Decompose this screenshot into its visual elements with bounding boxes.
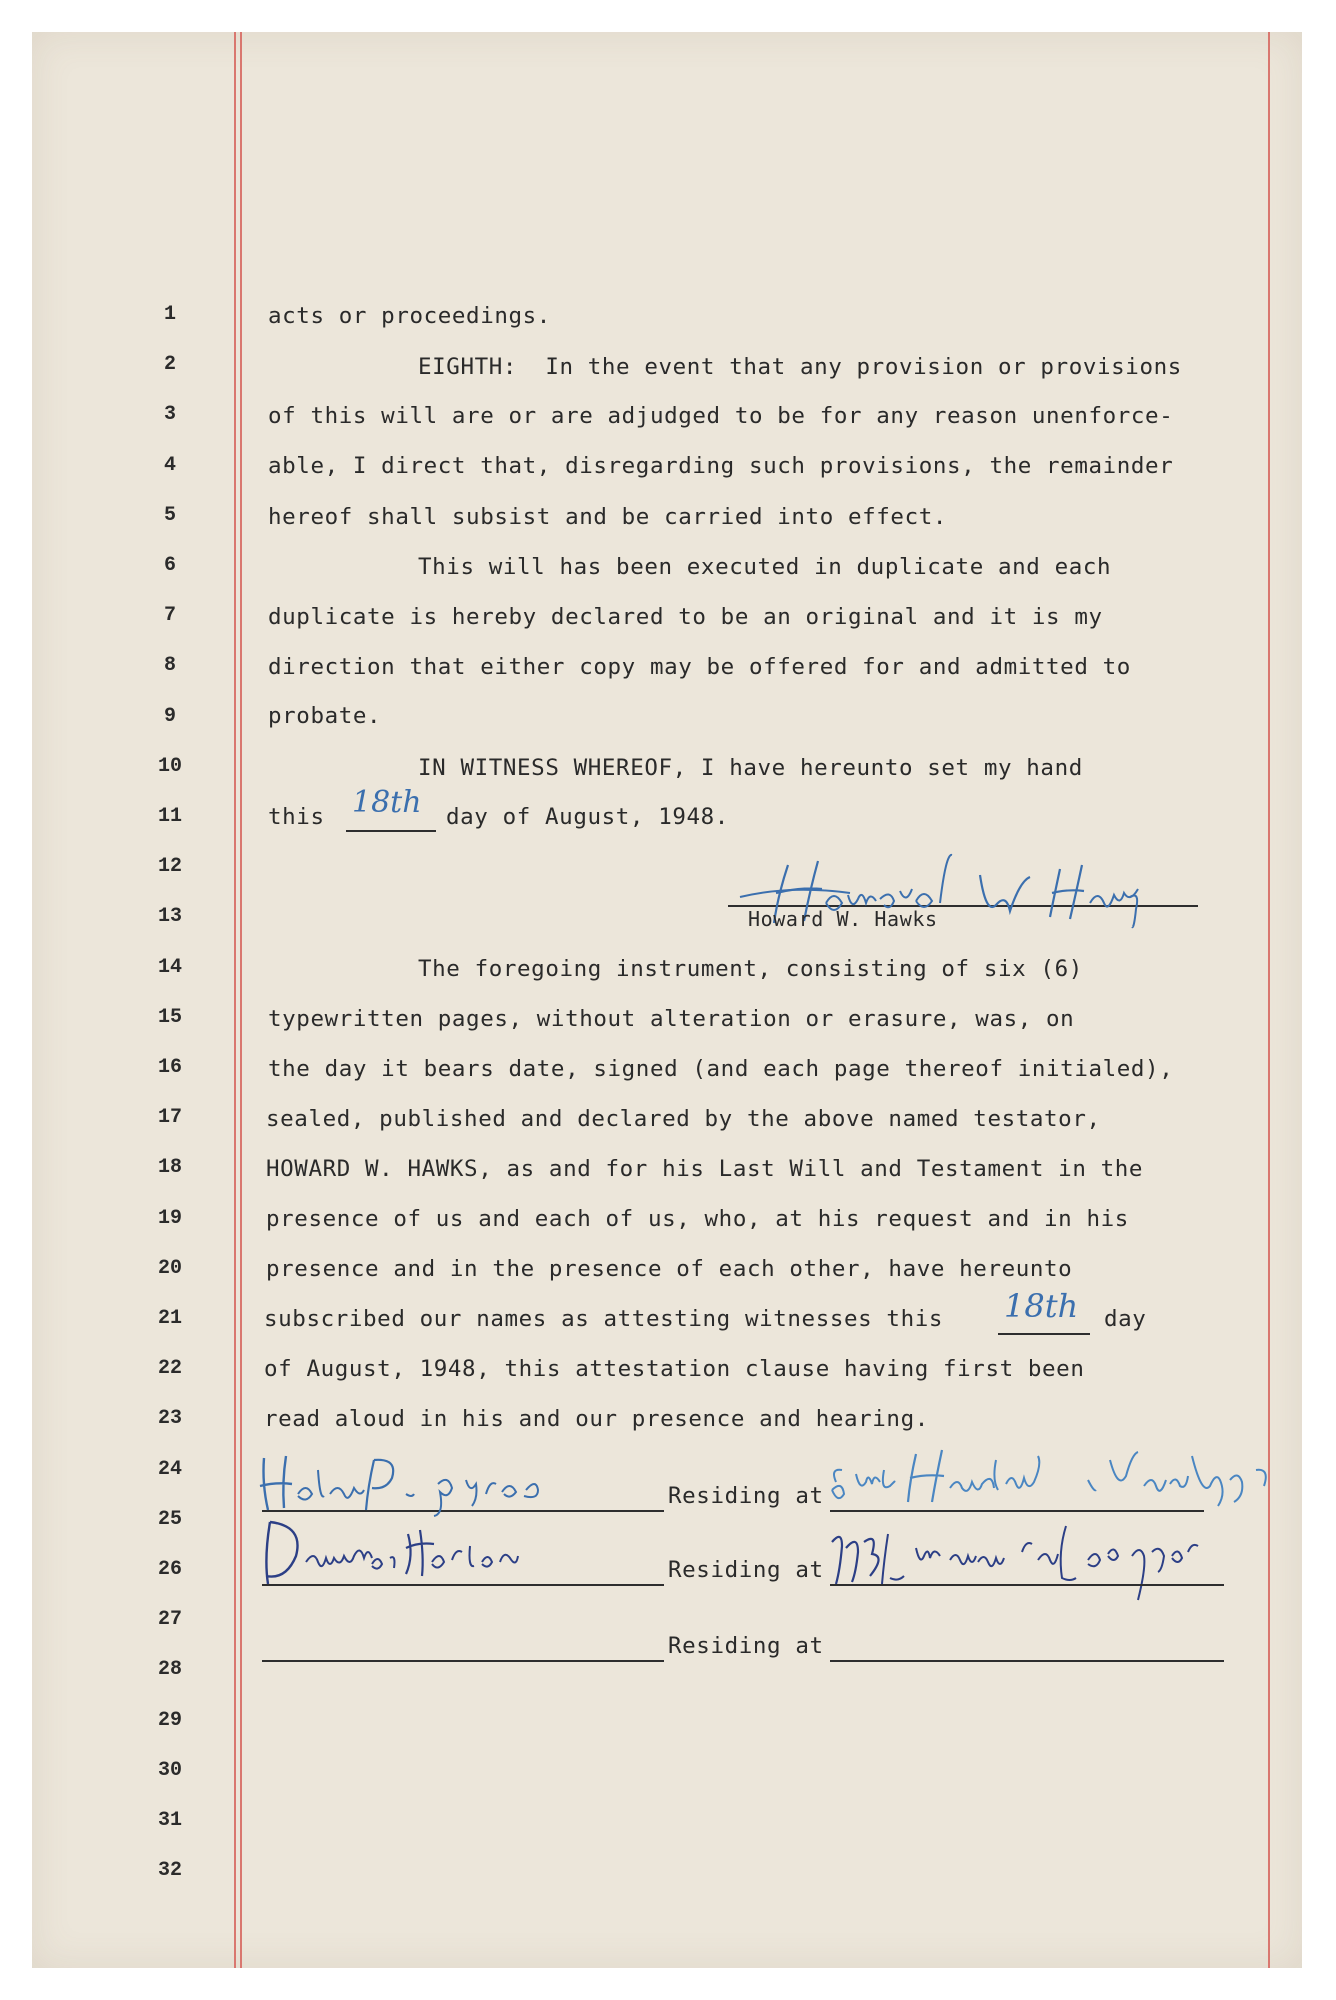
residing-at-label-1: Residing at <box>668 1483 824 1509</box>
handwritten-day-witness: 18th <box>1004 1287 1079 1325</box>
line-number: 9 <box>163 704 176 728</box>
line-number: 19 <box>157 1206 182 1230</box>
body-line-21-end: day <box>1104 1306 1147 1332</box>
line-number: 13 <box>157 905 182 929</box>
body-line-16: the day it bears date, signed (and each page thereof initialed), <box>268 1056 1174 1082</box>
body-line-4: able, I direct that, disregarding such provisions, the remainder <box>268 453 1174 479</box>
witness1-signature <box>256 1450 626 1515</box>
body-line-20: presence and in the presence of each other, have hereunto <box>266 1256 1073 1282</box>
body-line-21-start: subscribed our names as attesting witnesses this <box>264 1306 944 1332</box>
day-blank-line <box>346 830 436 832</box>
line-number: 27 <box>157 1608 182 1632</box>
line-number: 12 <box>157 855 182 879</box>
body-line-6: This will has been executed in duplicate and each <box>418 554 1112 580</box>
witness2-address <box>826 1512 1246 1632</box>
line-number: 20 <box>157 1256 182 1280</box>
margin-rule-left-inner <box>240 32 242 1968</box>
line-number: 23 <box>157 1407 182 1431</box>
line-number: 14 <box>157 955 182 979</box>
body-line-17: sealed, published and declared by the above named testator, <box>266 1106 1101 1132</box>
document-page <box>32 32 1302 1968</box>
line-number: 22 <box>157 1357 182 1381</box>
line-number: 25 <box>157 1507 182 1531</box>
line-number: 24 <box>157 1457 182 1481</box>
witness3-signature-line <box>262 1660 664 1662</box>
line-number: 7 <box>163 604 176 628</box>
line-number: 16 <box>157 1056 182 1079</box>
residing-at-label-2: Residing at <box>668 1557 824 1583</box>
residing-line-2 <box>830 1584 1224 1586</box>
line-number: 1 <box>163 303 176 326</box>
body-line-1: acts or proceedings. <box>268 303 551 329</box>
residing-line-3 <box>830 1660 1224 1662</box>
margin-rule-right <box>1268 32 1270 1968</box>
line-number: 29 <box>157 1708 182 1732</box>
line-number: 6 <box>163 554 176 577</box>
line-number: 5 <box>163 503 176 527</box>
body-line-22: of August, 1948, this attestation clause having first been <box>264 1356 1085 1382</box>
body-line-23: read aloud in his and our presence and hearing. <box>264 1406 929 1432</box>
testator-typed-name: Howard W. Hawks <box>748 907 938 931</box>
line-number: 21 <box>157 1307 182 1330</box>
line-number: 11 <box>157 805 182 828</box>
body-line-18: HOWARD W. HAWKS, as and for his Last Will and Testament in the <box>266 1156 1144 1182</box>
body-line-2: EIGHTH: In the event that any provision or provisions <box>418 354 1182 380</box>
witness1-address <box>826 1440 1306 1510</box>
line-number: 17 <box>157 1106 182 1130</box>
line-number: 10 <box>157 754 182 778</box>
witness2-signature <box>256 1518 556 1590</box>
margin-rule-left <box>234 32 236 1968</box>
line-number: 18 <box>157 1156 182 1180</box>
body-line-15: typewritten pages, without alteration or erasure, was, on <box>268 1006 1075 1032</box>
body-line-10: IN WITNESS WHEREOF, I have hereunto set my hand <box>418 755 1083 781</box>
body-line-19: presence of us and each of us, who, at his request and in his <box>266 1206 1129 1232</box>
line-number: 26 <box>157 1558 182 1581</box>
witness-day-blank-line <box>998 1333 1090 1335</box>
line-number: 3 <box>163 403 176 427</box>
body-line-5: hereof shall subsist and be carried into effect. <box>268 504 948 530</box>
body-line-14: The foregoing instrument, consisting of six (6) <box>418 956 1083 982</box>
line-number: 8 <box>163 654 176 678</box>
body-line-11-start: this <box>268 804 325 830</box>
line-number: 4 <box>163 453 176 477</box>
line-number: 30 <box>157 1758 182 1782</box>
body-line-3: of this will are or are adjudged to be for any reason unenforce- <box>268 403 1174 429</box>
line-number: 2 <box>163 353 176 377</box>
line-number: 32 <box>157 1859 182 1883</box>
body-line-11-end: day of August, 1948. <box>446 804 729 830</box>
line-number: 31 <box>157 1809 182 1832</box>
line-number: 15 <box>157 1005 182 1029</box>
body-line-7: duplicate is hereby declared to be an original and it is my <box>268 604 1103 630</box>
handwritten-day-testator: 18th <box>352 785 422 820</box>
line-number: 28 <box>157 1658 182 1682</box>
body-line-8: direction that either copy may be offered for and admitted to <box>268 654 1131 680</box>
residing-at-label-3: Residing at <box>668 1633 824 1659</box>
body-line-9: probate. <box>268 703 382 729</box>
